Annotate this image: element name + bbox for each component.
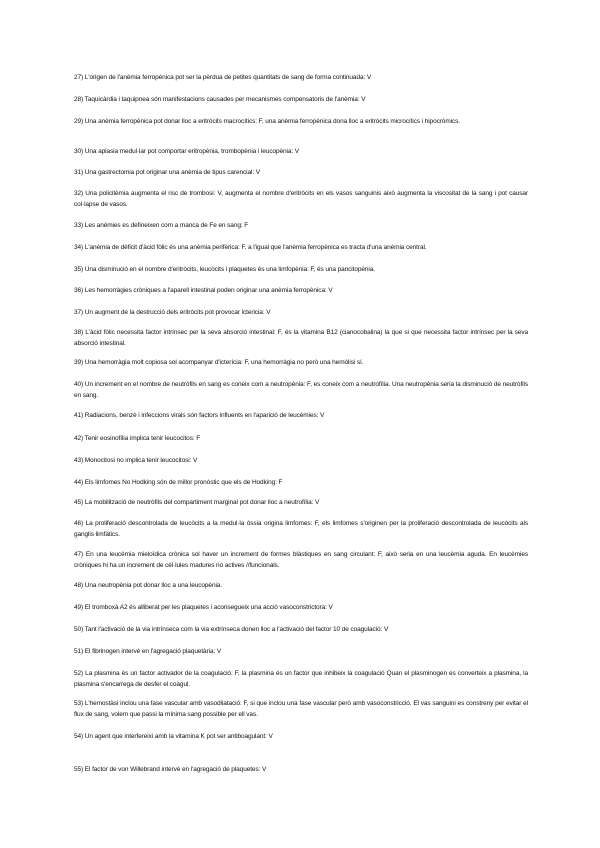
question-49: 49) El tromboxà A2 és alliberat per les plaquetes i aconsegueix una acció vasoconstrictora: V bbox=[74, 604, 333, 611]
question-36: 36) Les hemorràgies cròniques a l'aparell intestinal poden originar una anèmia ferropènica: V bbox=[74, 287, 333, 294]
question-53: 53) L'hemostàsi inclou una fase vascular amb vasodilatació: F, si que inclou una fase vascular però amb vasoconstricció. El vas sanguini es constreny per evitar el flux de sang, volem que passi la mínima sang possible per ell vas. bbox=[74, 700, 528, 718]
question-45: 45) La mobilització de neutròfils del compartiment marginal pot donar lloc a neutrofília: V bbox=[74, 499, 320, 506]
question-47: 47) En una leucèmia mieloïdica crònica sol haver un increment de formes blàstiques en sang circulant: F, això seria en una leucèmia aguda. En leucèmies cròniques hi ha un increment de cèl·lules madures no actives //funcionals. bbox=[74, 551, 528, 569]
question-41: 41) Radiacions, benzè i infeccions virals són factors influents en l'aparició de leucèmies: V bbox=[74, 412, 325, 419]
question-55: 55) El factor de von Willebrand intervé en l'agregació de plaquetes: V bbox=[74, 766, 267, 773]
question-40: 40) Un increment en el nombre de neutròfils en sang es coneix com a neutropènia: F, es coneix com a neutrofília. Una neutropènia seria la disminució de neutròfils en sang. bbox=[74, 381, 528, 399]
question-42: 42) Tenir eosinofília implica tenir leucocitos: F bbox=[74, 435, 201, 442]
question-29: 29) Una anèmia ferropènica pot donar lloc a eritròcits macrocítics: F, una anèmia ferropènica dona lloc a eritròcits microcítics i hipocròmics. bbox=[74, 118, 460, 125]
question-44: 44) Els limfomes No Hodking són de millor pronòstic que els de Hodking: F bbox=[74, 479, 283, 486]
question-46: 46) La proliferació descontrolada de leucòcits a la medul·la òssia origina limfomes: F, els limfomes s'originen per la proliferació descontrolada de leucòcits als ganglis limfàtics. bbox=[74, 520, 528, 538]
question-37: 37) Un augment de la destrucció dels eritròcits pot provocar ictericia: V bbox=[74, 309, 271, 316]
question-48: 48) Una neutropènia pot donar lloc a una leucopènia. bbox=[74, 582, 223, 589]
question-32: 32) Una policitèmia augmenta el risc de trombosi: V, augmenta el nombre d'eritròcits en els vasos sanguinis això augmenta la viscositat de la sang i pot causar col·lapse de vasos. bbox=[74, 190, 528, 208]
question-52: 52) La plasmina és un factor activador de la coagulació: F, la plasmina és un factor que inhibeix la coagulació Quan el plasminogen es converteix a plasmina, la plasmina s'encarrega de desfer el coàgul. bbox=[74, 670, 528, 688]
question-54: 54) Un agent que interfereixi amb la vitamina K pot ser antiboagulant: V bbox=[74, 733, 273, 740]
question-39: 39) Una hemorràgia molt copiosa sol acompanyar d'icterícia: F, una hemorràgia no però una hemòlisi sí. bbox=[74, 359, 364, 366]
question-43: 43) Monocitosi no implica tenir leucocitosi: V bbox=[74, 457, 198, 464]
question-35: 35) Una disminució en el nombre d'eritròcits, leucòcits i plaquetes és una limfopènia: F, és una pancitopènia. bbox=[74, 266, 375, 273]
question-51: 51) El fibrinogen intervé en l'agregació plaquetària: V bbox=[74, 648, 222, 655]
question-34: 34) L'anèmia de dèficit d'àcid fòlic és una anèmia perifèrica: F, a l'igual que l'anèmia ferropènica es tracta d'una anèmia central. bbox=[74, 244, 427, 251]
question-38: 38) L'àcid fòlic necessita factor intrínsec per la seva absorció intestinal: F, és la vitamina B12 (cianocobalina) la que si que necessita factor intrínsec per la seva absorció intestinal. bbox=[74, 329, 528, 347]
question-31: 31) Una gastrectomia pot originar una anèmia de tipus carencial: V bbox=[74, 169, 260, 176]
question-33: 33) Les anèmies es defineixen com a manca de Fe en sang: F bbox=[74, 222, 249, 229]
question-28: 28) Taquicàrdia i taquipnea són manifestacions causades per mecanismes compensatoris de l'anèmia: V bbox=[74, 96, 366, 103]
question-30: 30) Una aplasia medul·lar pot comportar eritropènia, trombopènia i leucopènia: V bbox=[74, 148, 300, 155]
question-27: 27) L'origen de l'anèmia ferropènica pot ser la pèrdua de petites quantitats de sang de forma continuada: V bbox=[74, 74, 372, 81]
question-50: 50) Tant l'activació de la via intrínseca com la via extrínseca donen lloc a l'activació del factor 10 de coagulació: V bbox=[74, 626, 389, 633]
